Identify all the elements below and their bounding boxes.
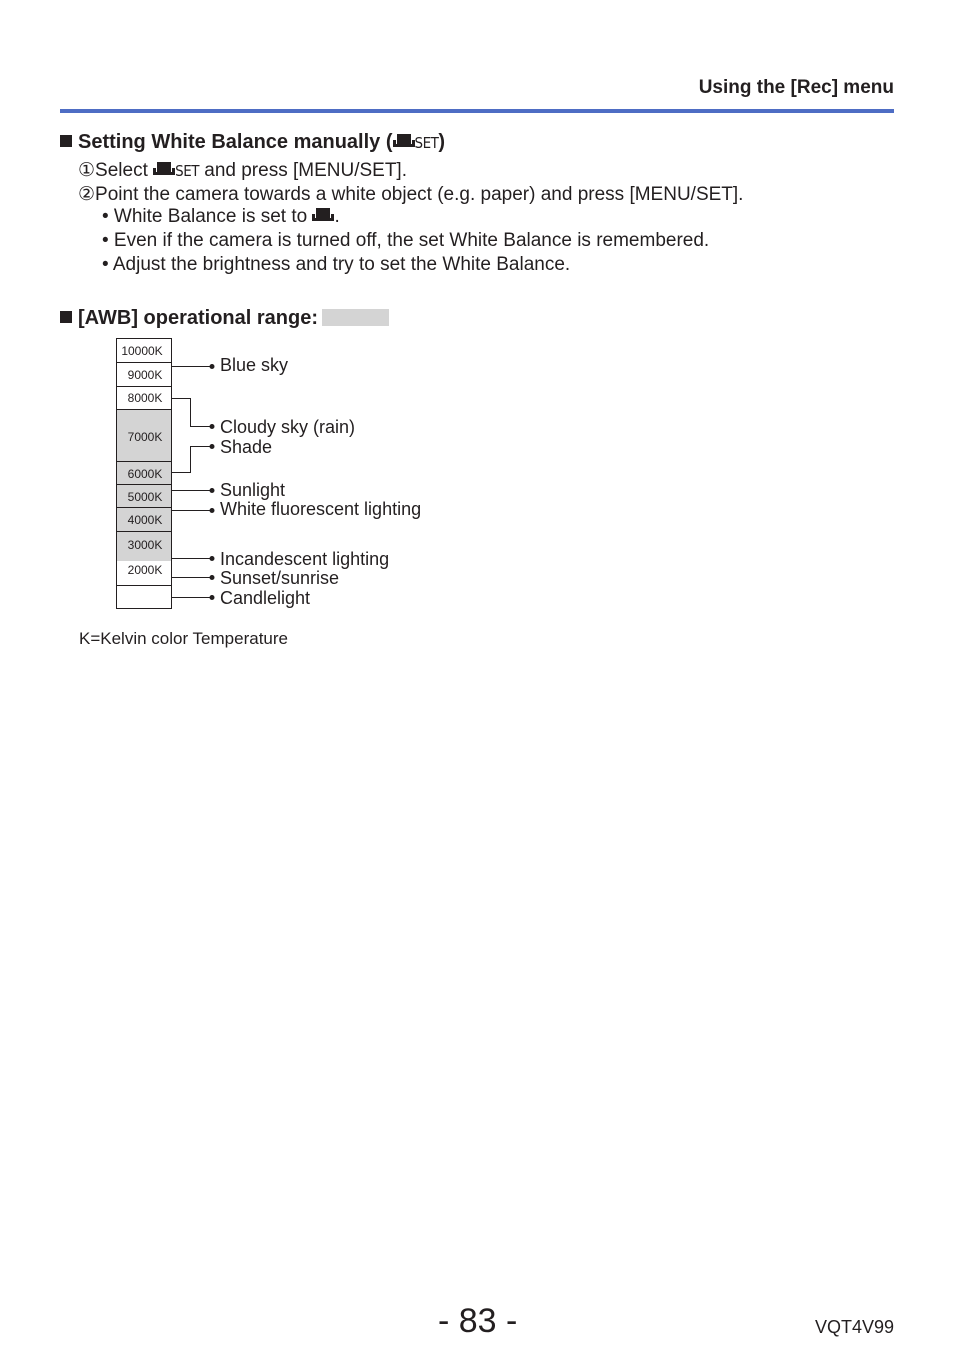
connector-dot (210, 488, 215, 493)
scale-label: 5000K (127, 490, 163, 504)
scale-label: 7000K (127, 430, 163, 444)
annotation-cloudy-sky: Cloudy sky (rain) (220, 417, 356, 437)
annotation-shade: Shade (220, 437, 273, 457)
scale-label: 6000K (127, 467, 163, 481)
connector-dot (210, 424, 215, 429)
section-title-suffix: ) (438, 131, 446, 153)
annotation-blue-sky: Blue sky (220, 355, 289, 375)
connector-lines (172, 367, 211, 598)
connector-dot (210, 444, 215, 449)
bullet-adjust-brightness: • Adjust the brightness and try to set the White Balance. (102, 254, 571, 275)
connector-cloudy (172, 399, 211, 427)
step-1-post: and press [MENU/SET]. (198, 160, 407, 181)
scale-label: 4000K (127, 513, 163, 527)
scale-label: 10000K (121, 344, 163, 358)
annotation-fluorescent: White fluorescent lighting (220, 499, 422, 519)
annotation-candlelight: Candlelight (220, 588, 311, 608)
scale-label: 8000K (127, 391, 163, 405)
connector-shade (172, 447, 211, 473)
bullet-wb-set-pre: • White Balance is set to (102, 206, 313, 227)
set-label: SET (414, 134, 439, 152)
connector-dot (210, 575, 215, 580)
connector-dot (210, 508, 215, 513)
scale-label: 2000K (127, 563, 163, 577)
connector-dot (210, 364, 215, 369)
scale-label: 9000K (127, 368, 163, 382)
set-label: SET (175, 162, 199, 180)
annotation-sunset: Sunset/sunrise (220, 568, 340, 588)
section-title-text: Setting White Balance manually ( (78, 131, 393, 153)
connector-dots (210, 364, 215, 600)
annotation-incandescent: Incandescent lighting (220, 549, 390, 569)
section-title-awb-text: [AWB] operational range: (78, 307, 319, 329)
step-1-pre: Select (95, 160, 154, 181)
connector-dot (210, 595, 215, 600)
page-number: - 83 - (438, 1302, 518, 1340)
connector-dot (210, 556, 215, 561)
kelvin-footnote: K=Kelvin color Temperature (79, 629, 288, 648)
scale-label: 3000K (127, 538, 163, 552)
model-code: VQT4V99 (814, 1317, 894, 1337)
annotation-labels (220, 355, 421, 608)
annotation-sunlight: Sunlight (220, 480, 286, 500)
bullet-wb-set-post: . (334, 206, 340, 227)
step-2-text: Point the camera towards a white object (e.g. paper) and press [MENU/SET]. (95, 184, 744, 205)
step-2-marker: ② (78, 184, 96, 205)
header-title: Using the [Rec] menu (698, 77, 894, 98)
bullet-remembered: • Even if the camera is turned off, the set White Balance is remembered. (102, 230, 710, 251)
step-1-marker: ① (78, 160, 96, 181)
